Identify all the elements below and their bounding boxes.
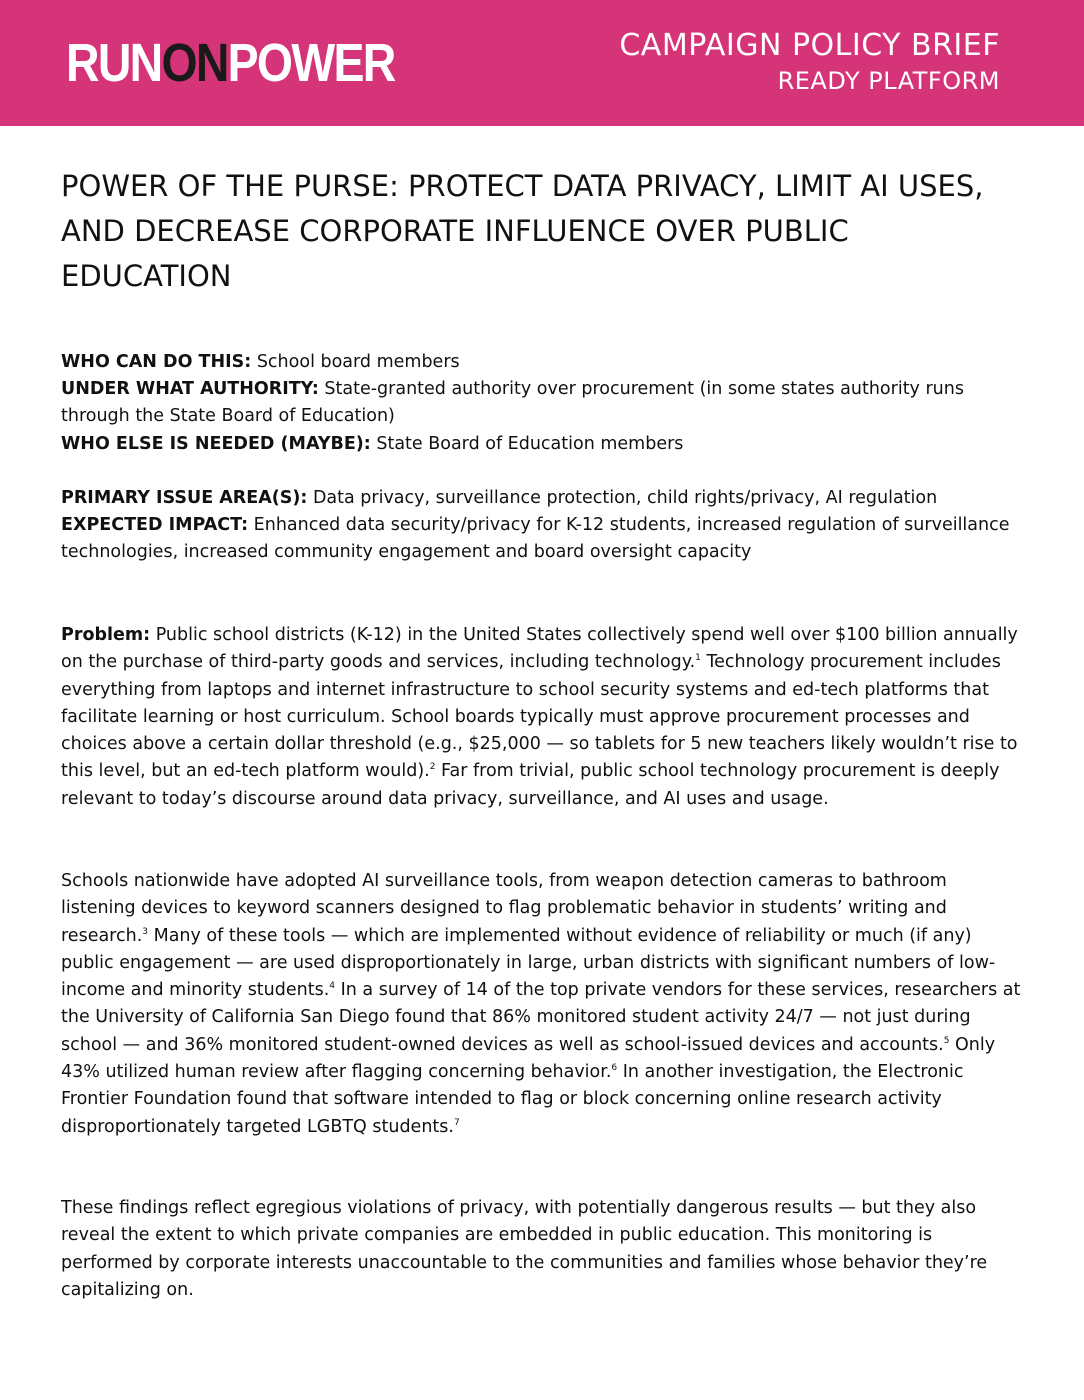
meta-who-else	[61, 431, 1021, 458]
who-label: WHO CAN DO THIS:	[61, 352, 252, 372]
issue-label: PRIMARY ISSUE AREA(S):	[61, 488, 308, 508]
footnote-ref-3[interactable]: 3	[142, 926, 149, 937]
who-else-label: WHO ELSE IS NEEDED (MAYBE):	[61, 433, 371, 454]
run-on-power-logo	[66, 30, 395, 96]
problem-label: Problem:	[61, 625, 151, 645]
issue-area	[61, 485, 1021, 512]
logo-on: ON	[161, 33, 228, 93]
who-else-value: State Board of Education members	[376, 433, 684, 454]
problem-text-3: Far from trivial, public school technology procurement is deeply relevant to today’s discourse around data privacy, surveillance, and AI uses and usage.	[61, 761, 1000, 809]
surveillance-paragraph	[61, 868, 1021, 1141]
problem-paragraph	[61, 622, 1021, 813]
logo-power: POWER	[227, 33, 395, 93]
brief-title: CAMPAIGN POLICY BRIEF	[619, 28, 1000, 63]
footnote-ref-2[interactable]: 2	[429, 762, 436, 773]
para2-text-4: Only 43% utilized human review after flagging concerning behavior.	[61, 1034, 996, 1083]
authority-label: UNDER WHAT AUTHORITY:	[61, 379, 319, 400]
impact-label: EXPECTED IMPACT:	[61, 515, 249, 536]
expected-impact	[61, 512, 1021, 566]
meta-section	[61, 349, 1021, 458]
header-banner	[0, 0, 1084, 126]
footnote-ref-1[interactable]: 1	[695, 653, 701, 664]
problem-text-2: Technology procurement includes everything from laptops and internet infrastructure to school security systems and ed-tech platforms that facilitate learning or host curriculum. School boards typically must approve procurement processes and choices above a certain dollar threshold (e.g., $25,000 — so tablets for 5 new teachers likely wouldn’t rise to this level, but an ed-tech platform would).	[61, 652, 1018, 782]
impact-value: Enhanced data security/privacy for K-12 students, increased regulation of surveillance technologies, increased community engagement and board oversight capacity	[61, 515, 1010, 563]
footnote-ref-6[interactable]: 6	[611, 1063, 618, 1074]
para2-text-1: Schools nationwide have adopted AI surveillance tools, from weapon detection cameras to bathroom listening devices to keyword scanners designed to flag problematic behavior in students’ writing and research.	[61, 871, 947, 946]
document-title: POWER OF THE PURSE: PROTECT DATA PRIVACY, LIMIT AI USES, AND DECREASE CORPORATE INFLUENCE OVER PUBLIC EDUCATION	[61, 169, 984, 293]
impact-section	[61, 485, 1021, 567]
issue-value: Data privacy, surveillance protection, child rights/privacy, AI regulation	[312, 488, 938, 508]
meta-authority	[61, 376, 1021, 430]
logo-run: RUN	[66, 33, 162, 93]
authority-value: State-granted authority over procurement (in some states authority runs through the State Board of Education)	[61, 379, 964, 427]
para3-text: These findings reflect egregious violations of privacy, with potentially dangerous results — but they also reveal the extent to which private companies are embedded in public education. This monitoring is performed by corporate interests unaccountable to the communities and families whose behavior they’re capitalizing on.	[61, 1198, 988, 1300]
para2-text-3: In a survey of 14 of the top private vendors for these services, researchers at the University of California San Diego found that 86% monitored student activity 24/7 — not just during school — and 36% monitored student-owned devices as well as school-issued devices and accounts.	[61, 980, 1021, 1055]
brief-heading	[619, 28, 1000, 98]
para2-text-2: Many of these tools — which are implemented without evidence of reliability or much (if any) public engagement — are used disproportionately in large, urban districts with significant numbers of low-income and minority students.	[61, 925, 996, 1001]
footnote-ref-7[interactable]: 7	[453, 1117, 460, 1128]
meta-who	[61, 349, 1021, 376]
brief-subtitle: READY PLATFORM	[777, 67, 1000, 95]
footnote-ref-4[interactable]: 4	[329, 981, 336, 992]
para2-text-5: In another investigation, the Electronic Frontier Foundation found that software intended to flag or block concerning online research activity disproportionately targeted LGBTQ students.	[61, 1062, 964, 1137]
who-value: School board members	[256, 352, 460, 372]
problem-text-1: Public school districts (K-12) in the United States collectively spend well over $100 billion annually on the purchase of third-party goods and services, including technology.	[61, 625, 1018, 673]
findings-paragraph	[61, 1195, 1021, 1304]
footnote-ref-5[interactable]: 5	[943, 1035, 950, 1046]
